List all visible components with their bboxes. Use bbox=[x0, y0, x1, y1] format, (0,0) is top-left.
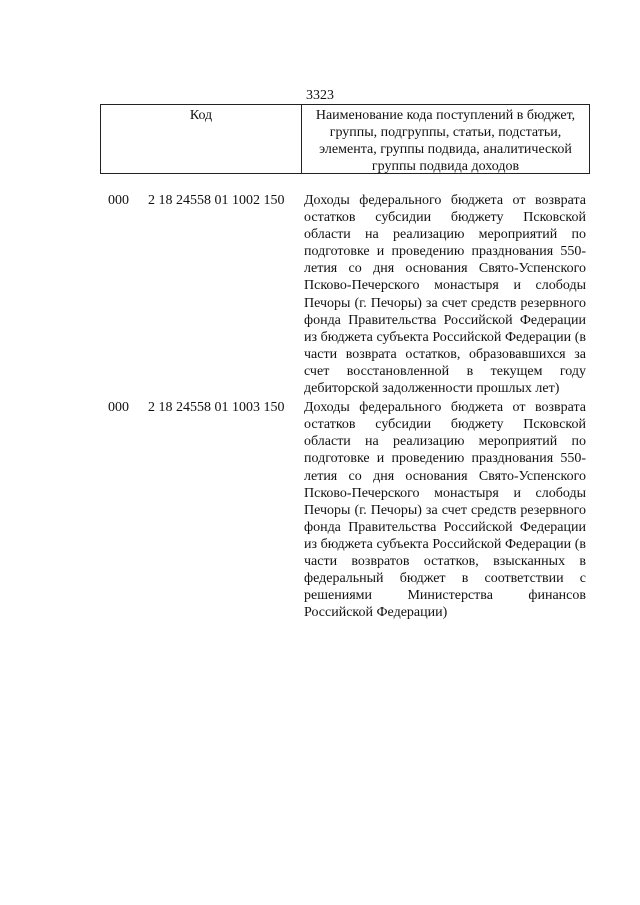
revenue-code: 2 18 24558 01 1003 150 bbox=[148, 400, 285, 416]
table-row bbox=[0, 192, 640, 397]
admin-code: 000 bbox=[108, 193, 129, 208]
table-body bbox=[0, 192, 640, 621]
admin-code: 000 bbox=[108, 400, 129, 416]
revenue-description: Доходы федерального бюджета от возврата остатков субсидии бюджету Псковской области на реализацию мероприятий по подготовке и проведению празднования 550-летия со дня основания Свято-Успенского Псково-Печерского монастыря и слободы Печоры (г. Печоры) за счет средств резервного фонда Правительства Российской Федерации из бюджета субъекта Российской Федерации (в части возвратов остатков, взысканных в федеральный бюджет в соответствии с решениями Министерства финансов Российской Федерации) bbox=[304, 400, 586, 621]
page-number: 3323 bbox=[306, 88, 334, 103]
table-row bbox=[0, 399, 640, 621]
table-header bbox=[100, 104, 590, 174]
revenue-code: 2 18 24558 01 1002 150 bbox=[148, 193, 285, 208]
header-code-cell: Код bbox=[101, 105, 302, 173]
header-name-cell: Наименование кода поступлений в бюджет, группы, подгруппы, статьи, подстатьи, элемента, группы подвида, аналитической группы подвида доходов bbox=[315, 108, 576, 174]
revenue-description: Доходы федерального бюджета от возврата остатков субсидии бюджету Псковской области на реализацию мероприятий по подготовке и проведению празднования 550-летия со дня основания Свято-Успенского Псково-Печерского монастыря и слободы Печоры (г. Печоры) за счет средств резервного фонда Правительства Российской Федерации из бюджета субъекта Российской Федерации (в части возврата остатков, образовавшихся за счет восстановленной в текущем году дебиторской задолженности прошлых лет) bbox=[304, 193, 586, 397]
